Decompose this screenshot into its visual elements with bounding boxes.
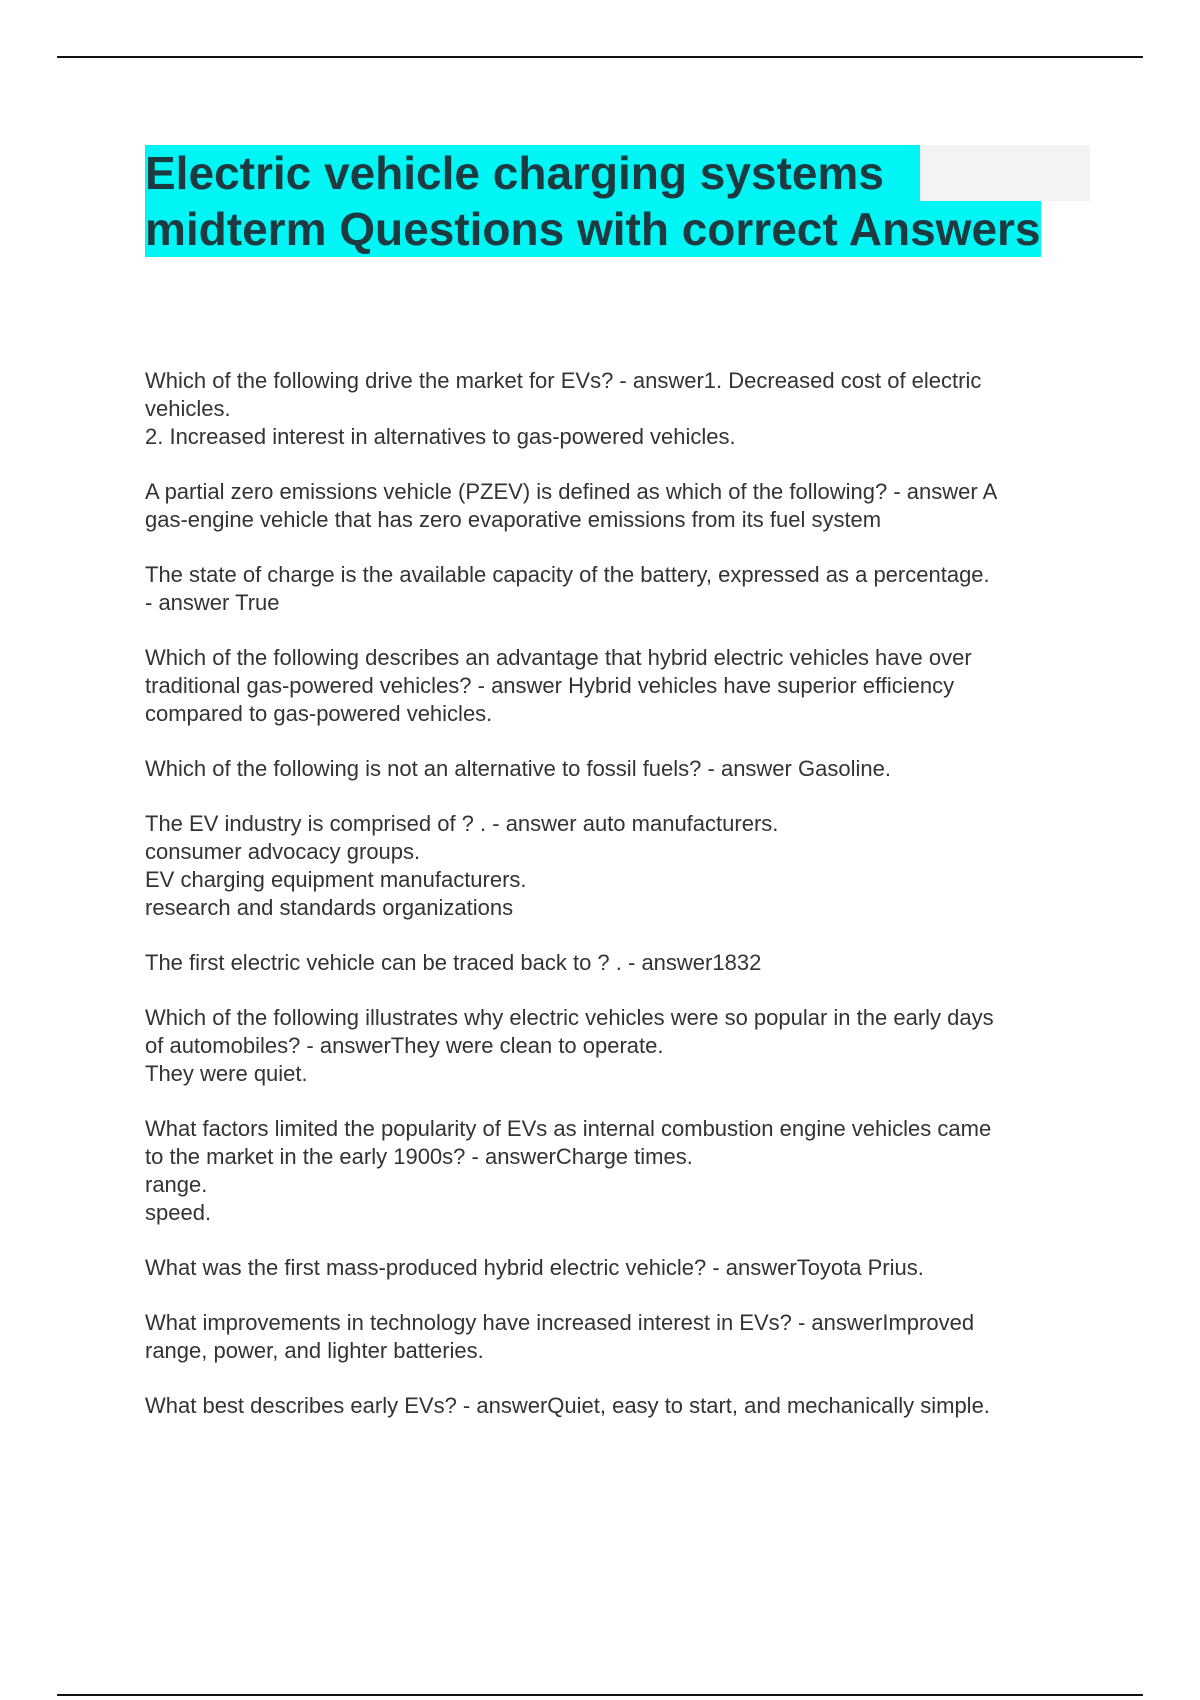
qa-item: The state of charge is the available capacity of the battery, expressed as a percentage. - answer True [145, 562, 990, 615]
qa-item: Which of the following drive the market for EVs? - answer1. Decreased cost of electric vehicles. 2. Increased interest in alternatives to gas-powered vehicles. [145, 368, 982, 449]
bottom-rule [57, 1694, 1143, 1696]
top-rule [57, 56, 1143, 58]
qa-item: What best describes early EVs? - answerQuiet, easy to start, and mechanically simple. [145, 1393, 990, 1418]
qa-item: A partial zero emissions vehicle (PZEV) is defined as which of the following? - answer A gas-engine vehicle that has zero evaporative emissions from its fuel system [145, 479, 998, 532]
qa-item: What factors limited the popularity of EVs as internal combustion engine vehicles came to the market in the early 1900s? - answerCharge times. range. speed. [145, 1116, 992, 1225]
qa-list [145, 367, 1095, 1447]
title-line-1: Electric vehicle charging systems [145, 145, 1090, 201]
title-line-2: midterm Questions with correct Answers [145, 203, 1041, 255]
qa-item: Which of the following illustrates why electric vehicles were so popular in the early days of automobiles? - answerThey were clean to operate. They were quiet. [145, 1005, 994, 1086]
qa-item: What improvements in technology have increased interest in EVs? - answerImproved range, power, and lighter batteries. [145, 1310, 975, 1363]
qa-item: What was the first mass-produced hybrid electric vehicle? - answerToyota Prius. [145, 1255, 924, 1280]
qa-item: The EV industry is comprised of ? . - answer auto manufacturers. consumer advocacy groups. EV charging equipment manufacturers. research and standards organizations [145, 811, 779, 920]
page-title [145, 145, 1090, 257]
qa-item: Which of the following is not an alternative to fossil fuels? - answer Gasoline. [145, 756, 891, 781]
qa-item: The first electric vehicle can be traced back to ? . - answer1832 [145, 950, 762, 975]
qa-item: Which of the following describes an advantage that hybrid electric vehicles have over traditional gas-powered vehicles? - answer Hybrid vehicles have superior efficiency compared to gas-powered vehicles. [145, 645, 972, 726]
